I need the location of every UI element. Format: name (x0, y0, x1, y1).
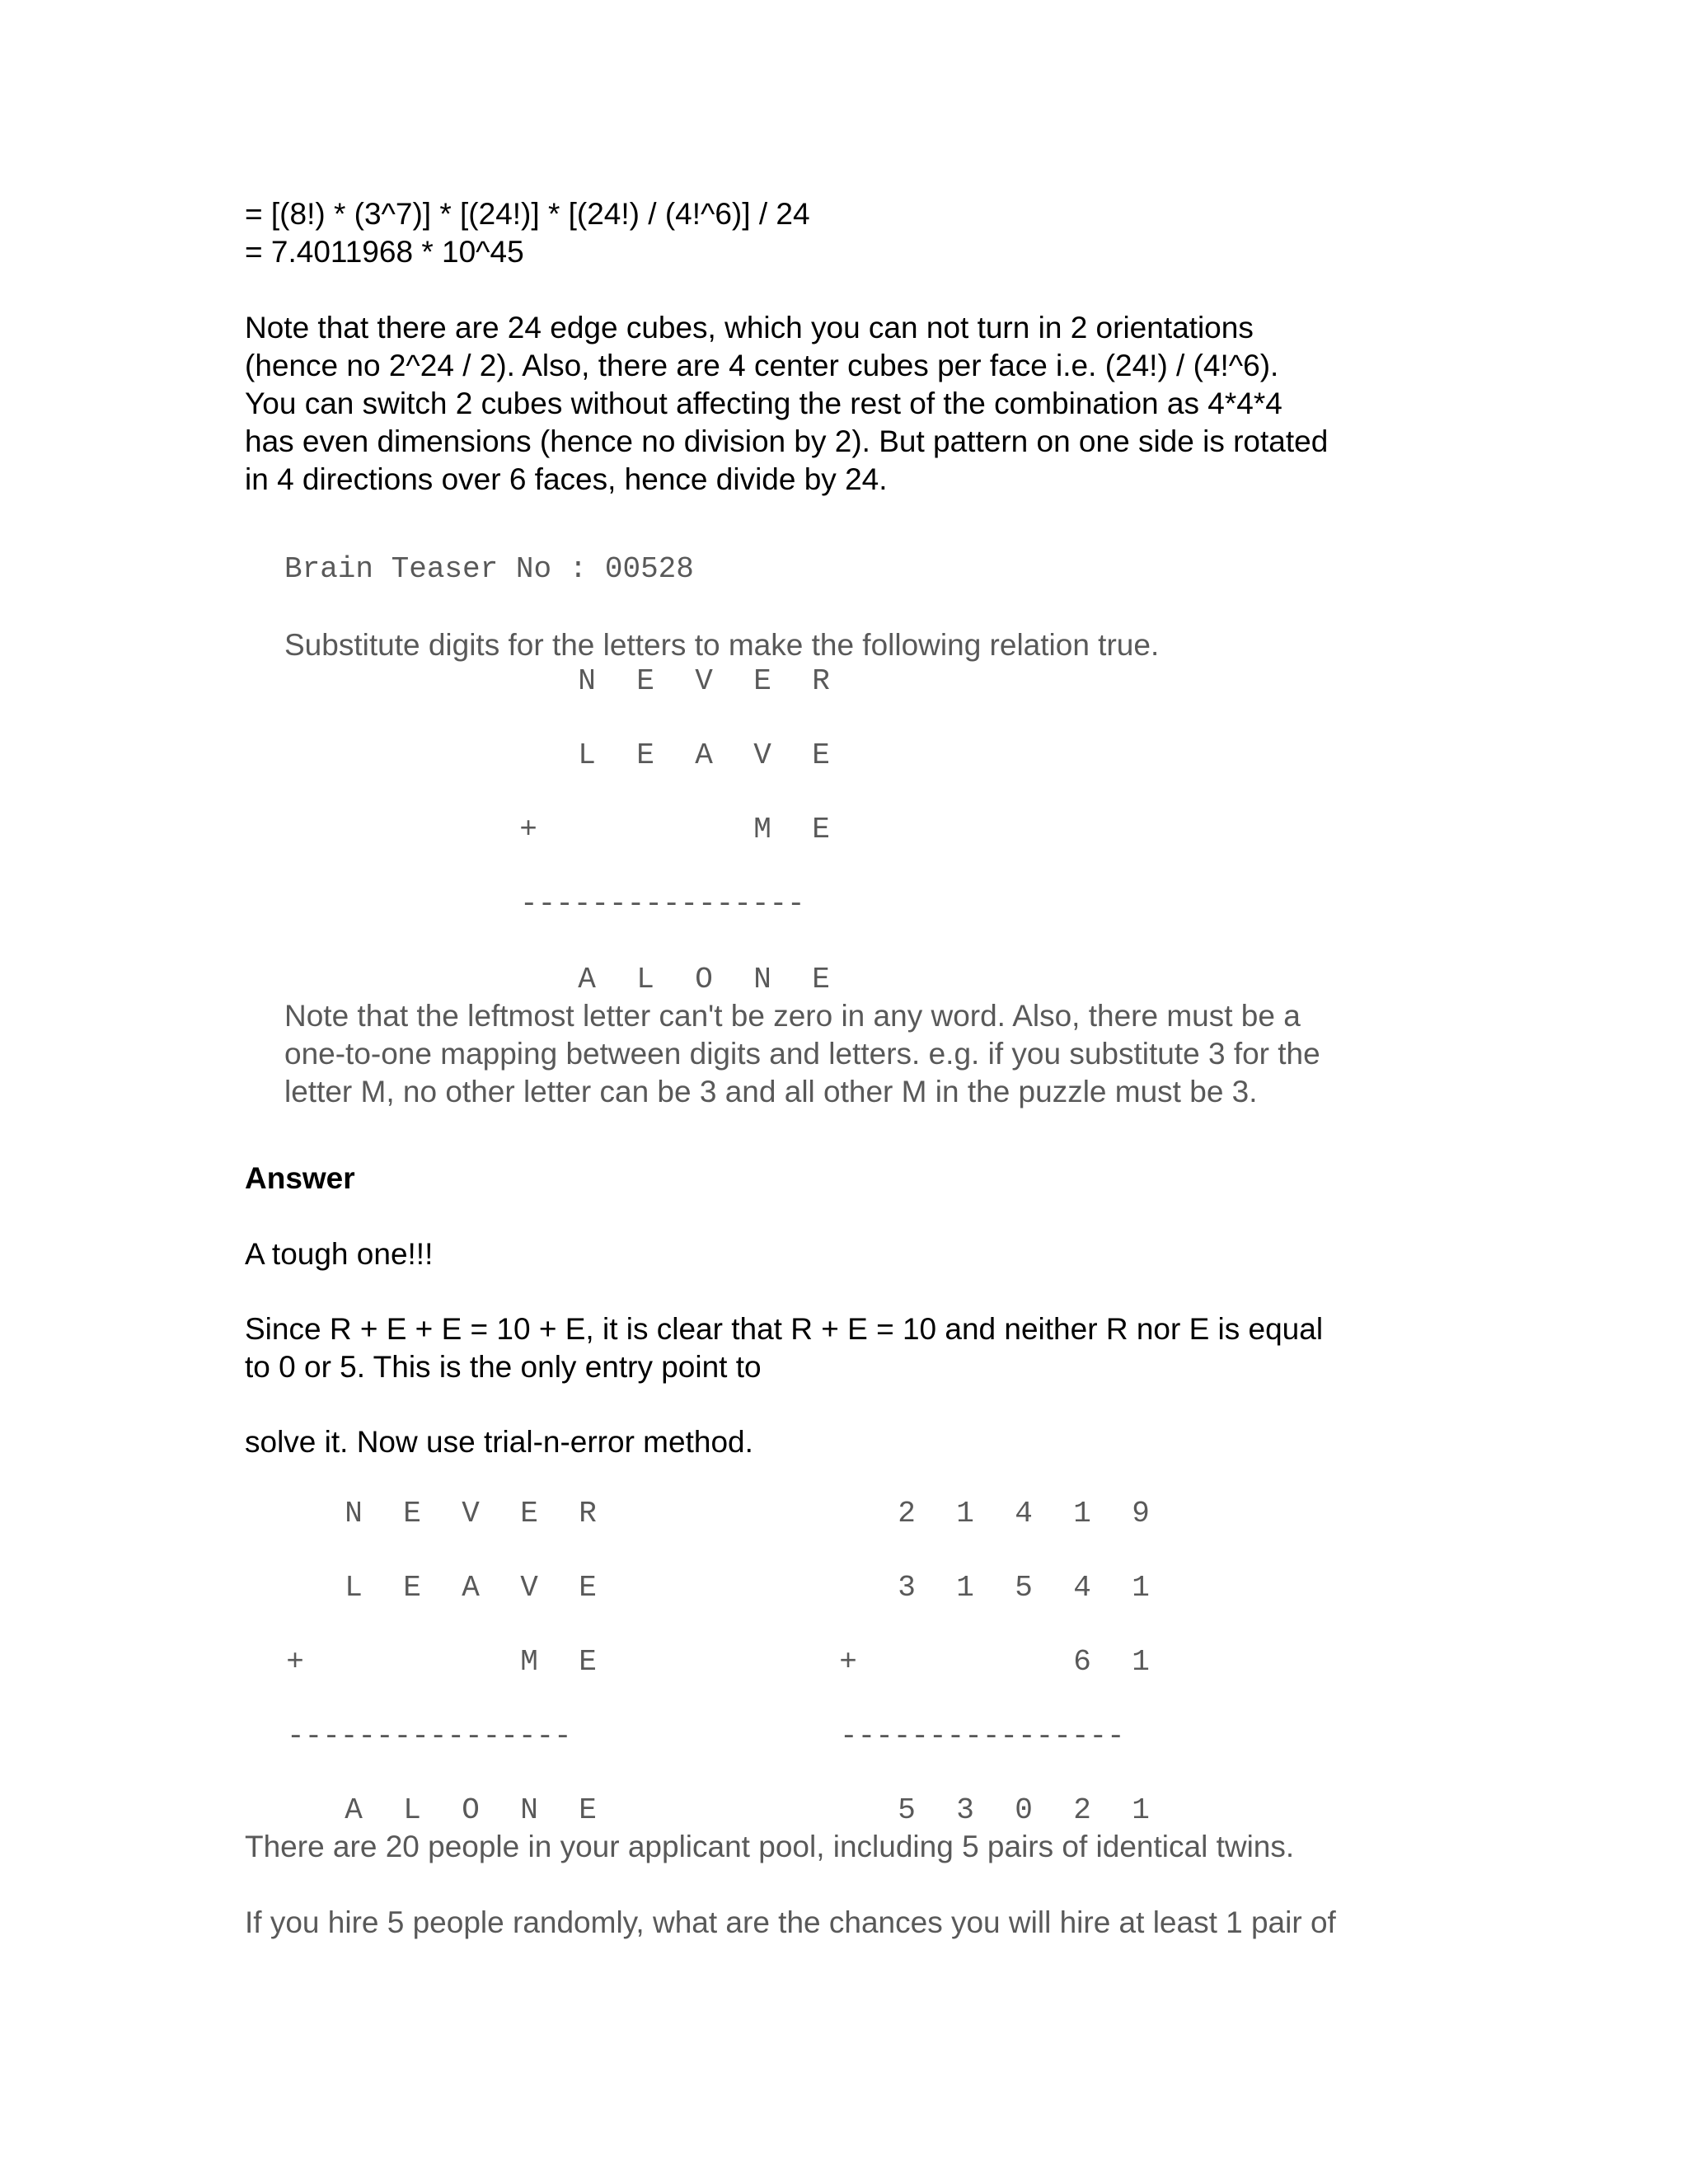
answer-digit: 6 (1073, 1645, 1091, 1679)
formula-line-1: = [(8!) * (3^7)] * [(24!)] * [(24!) / (4!^6)] / 24 (245, 197, 810, 231)
answer-cell: V (462, 1497, 480, 1530)
puzzle-cell: V (695, 664, 713, 698)
puzzle-cell: A (578, 963, 596, 996)
answer-cell: E (403, 1497, 421, 1530)
answer-digit: 3 (956, 1793, 974, 1827)
puzzle-cell: E (636, 738, 654, 772)
answer-digit: 4 (1073, 1571, 1091, 1605)
answer-rule: ---------------- (287, 1719, 572, 1753)
answer-cell: E (579, 1571, 597, 1605)
answer-cell: R (579, 1497, 597, 1530)
puzzle-cell: E (812, 963, 830, 996)
answer-digit: 2 (898, 1497, 916, 1530)
next-question-line-2: If you hire 5 people randomly, what are the chances you will hire at least 1 pair of (245, 1905, 1336, 1939)
answer-cell: N (520, 1793, 538, 1827)
answer-digit: 2 (1073, 1793, 1091, 1827)
puzzle-cell: L (578, 738, 596, 772)
answer-plus: + (286, 1645, 304, 1679)
puzzle-cell: O (695, 963, 713, 996)
answer-digit: 4 (1015, 1497, 1033, 1530)
answer-cell: E (579, 1645, 597, 1679)
answer-digits-plus: + (839, 1645, 857, 1679)
answer-cell: E (579, 1793, 597, 1827)
answer-digit: 1 (956, 1571, 974, 1605)
answer-cell: N (345, 1497, 363, 1530)
answer-line-1: A tough one!!! (245, 1237, 434, 1271)
puzzle-cell: V (753, 738, 771, 772)
answer-cell: M (520, 1645, 538, 1679)
puzzle-cell: N (753, 963, 771, 996)
teaser-heading: Brain Teaser No : 00528 (284, 552, 694, 586)
note-line-5: in 4 directions over 6 faces, hence divide by 24. (245, 462, 888, 496)
puzzle-cell: E (812, 813, 830, 846)
note-line-3: You can switch 2 cubes without affecting the rest of the combination as 4*4*4 (245, 387, 1282, 420)
note-line-4: has even dimensions (hence no division by 2). But pattern on one side is rotated (245, 424, 1329, 458)
answer-digit: 1 (1073, 1497, 1091, 1530)
teaser-question: Substitute digits for the letters to make the following relation true. (284, 628, 1160, 662)
answer-line-2b: to 0 or 5. This is the only entry point to (245, 1350, 762, 1384)
puzzle-cell: N (578, 664, 596, 698)
answer-digit: 3 (898, 1571, 916, 1605)
answer-digit: 0 (1015, 1793, 1033, 1827)
teaser-note-line-1: Note that the leftmost letter can't be zero in any word. Also, there must be a (284, 999, 1301, 1033)
answer-cell: A (345, 1793, 363, 1827)
answer-digit: 5 (898, 1793, 916, 1827)
answer-line-3: solve it. Now use trial-n-error method. (245, 1425, 753, 1459)
answer-digits-rule: ---------------- (840, 1719, 1125, 1753)
answer-cell: A (462, 1571, 480, 1605)
answer-line-2a: Since R + E + E = 10 + E, it is clear that R + E = 10 and neither R nor E is equal (245, 1312, 1324, 1346)
answer-digit: 1 (956, 1497, 974, 1530)
answer-digit: 5 (1015, 1571, 1033, 1605)
puzzle-cell: M (753, 813, 771, 846)
note-line-1: Note that there are 24 edge cubes, which you can not turn in 2 orientations (245, 311, 1254, 344)
answer-digit: 9 (1132, 1497, 1150, 1530)
answer-digit: 1 (1132, 1793, 1150, 1827)
note-line-2: (hence no 2^24 / 2). Also, there are 4 center cubes per face i.e. (24!) / (4!^6). (245, 349, 1279, 382)
puzzle-cell: A (695, 738, 713, 772)
answer-cell: L (403, 1793, 421, 1827)
puzzle-cell: E (753, 664, 771, 698)
next-question-line-1: There are 20 people in your applicant pool, including 5 pairs of identical twins. (245, 1830, 1295, 1863)
puzzle-cell: R (812, 664, 830, 698)
answer-digit: 1 (1132, 1571, 1150, 1605)
formula-line-2: = 7.4011968 * 10^45 (245, 235, 524, 269)
puzzle-plus: + (519, 813, 537, 846)
answer-cell: E (403, 1571, 421, 1605)
answer-digit: 1 (1132, 1645, 1150, 1679)
answer-cell: E (520, 1497, 538, 1530)
puzzle-cell: L (636, 963, 654, 996)
puzzle-rule: ---------------- (520, 887, 805, 921)
teaser-note-line-2: one-to-one mapping between digits and letters. e.g. if you substitute 3 for the (284, 1037, 1320, 1071)
answer-cell: V (520, 1571, 538, 1605)
answer-cell: L (345, 1571, 363, 1605)
answer-heading: Answer (245, 1161, 355, 1195)
puzzle-cell: E (812, 738, 830, 772)
answer-cell: O (462, 1793, 480, 1827)
teaser-note-line-3: letter M, no other letter can be 3 and all other M in the puzzle must be 3. (284, 1075, 1258, 1108)
puzzle-cell: E (636, 664, 654, 698)
